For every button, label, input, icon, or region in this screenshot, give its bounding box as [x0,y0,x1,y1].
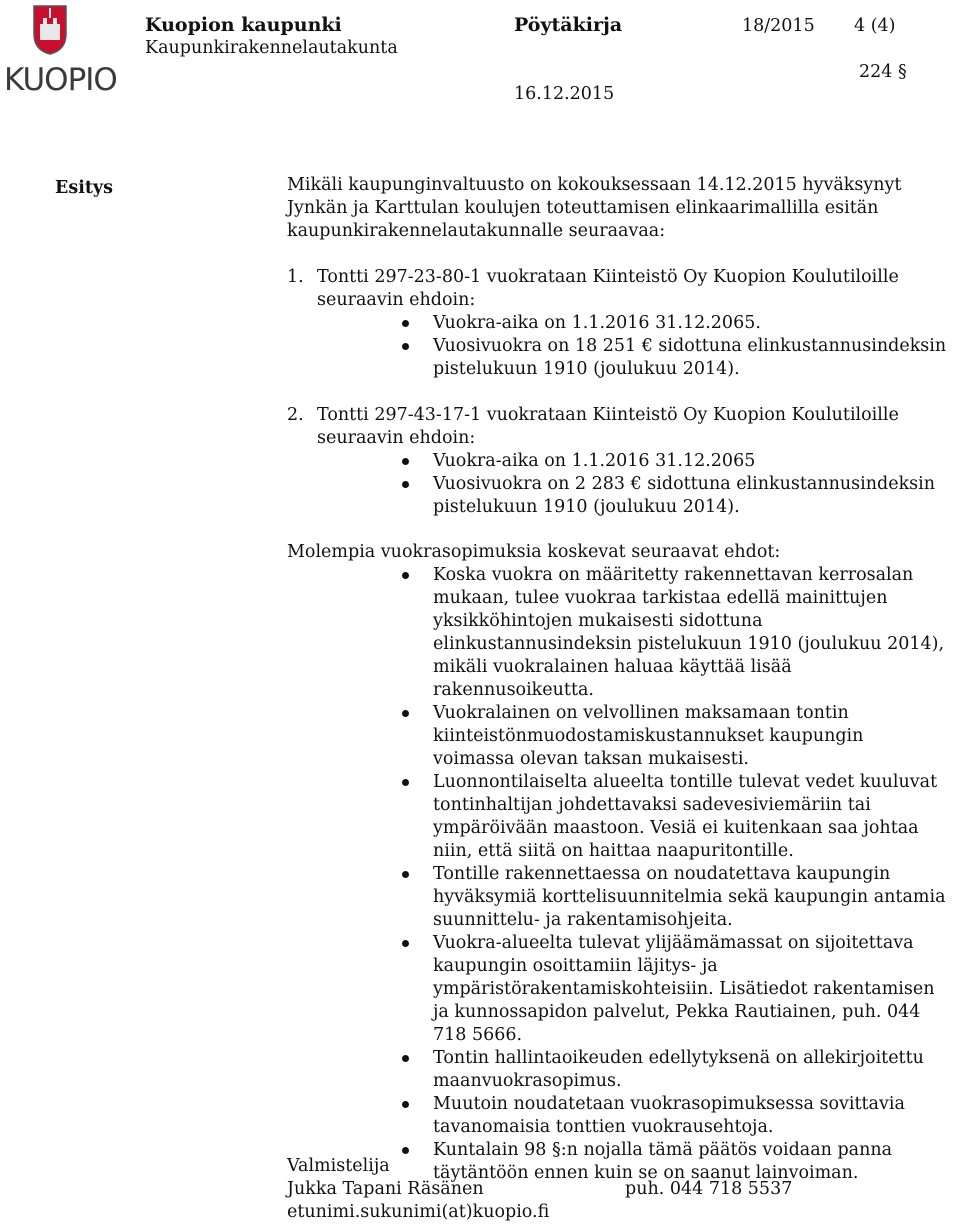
organization-unit: Kaupunkirakennelautakunta [145,38,398,58]
condition-item: Luonnontilaiselta alueelta tontille tulevat vedet kuuluvat tontinhaltijan johdettavaksi sadevesiviemäriin tai ympäröivään maastoon. Vesiä ei kuitenkaan saa johtaa niin, että siitä on haittaa naapuritontille. [400,771,950,863]
item-text: Tontti 297-23-80-1 vuokrataan Kiinteistö Oy Kuopion Koulutiloille seuraavin ehdoin: [317,267,899,310]
condition-item: Tontin hallintaoikeuden edellytyksenä on allekirjoitettu maanvuokrasopimus. [400,1047,950,1093]
presenter-phone: puh. 044 718 5537 [625,1179,793,1199]
page-number: 4 (4) [854,16,896,36]
intro-paragraph: Mikäli kaupunginvaltuusto on kokouksessaan 14.12.2015 hyväksynyt Jynkän ja Karttulan koulujen toteuttamisen elinkaarimallilla esitän kaupunkirakennelautakunnalle seuraavaa: [287,175,902,241]
condition-item: Koska vuokra on määritetty rakennettavan kerrosalan mukaan, tulee vuokraa tarkistaa edellä mainittujen yksikköhintojen mukaisesti sidottuna elinkustannusindeksin pistelukuun 1910 (joulukuu 2014), mikäli vuokralainen haluaa käyttää lisää rakennusoikeutta. [400,564,950,702]
condition-item: Vuokra-alueelta tulevat ylijäämämassat on sijoitettava kaupungin osoittamiin läjitys- ja ympäristörakentamiskohteisiin. Lisätiedot rakentamisen ja kunnossapidon palvelut, Pekka Rautiainen, puh. 044 718 5666. [400,932,950,1047]
item-text: Tontti 297-43-17-1 vuokrataan Kiinteistö Oy Kuopion Koulutiloille seuraavin ehdoin: [317,405,899,448]
condition-item: Tontille rakennettaessa on noudatettava kaupungin hyväksymiä korttelisuunnitelmia sekä kaupungin antamia suunnittelu- ja rakentamisohjeita. [400,863,950,932]
condition-item: Vuokralainen on velvollinen maksamaan tontin kiinteistönmuodostamiskustannukset kaupungin voimassa olevan taksan mukaisesti. [400,702,950,771]
conditions-list [400,564,950,1185]
bullet-item: Vuosivuokra on 18 251 € sidottuna elinkustannusindeksin pistelukuun 1910 (joulukuu 2014). [400,335,950,381]
presenter-name: Jukka Tapani Räsänen [287,1179,484,1199]
bullet-item: Vuosivuokra on 2 283 € sidottuna elinkustannusindeksin pistelukuun 1910 (joulukuu 2014). [400,473,950,519]
logo-wordmark: KUOPIO [4,62,117,98]
condition-item: Kuntalain 98 §:n nojalla tämä päätös voidaan panna täytäntöön ennen kuin se on saanut lainvoiman. [400,1139,950,1185]
document-number: 18/2015 [742,16,815,36]
bullet-list [400,312,950,381]
coat-of-arms-icon [32,4,68,56]
document-type: Pöytäkirja [514,14,623,36]
bullet-list [400,450,950,519]
bullet-item: Vuokra-aika on 1.1.2016 31.12.2065 [400,450,950,473]
presenter-email: etunimi.sukunimi(at)kuopio.fi [287,1202,550,1222]
condition-item: Muutoin noudatetaan vuokrasopimuksessa sovittavia tavanomaisia tonttien vuokrausehtoja. [400,1093,950,1139]
section-label: Esitys [55,178,113,198]
organization-name: Kuopion kaupunki [145,14,342,36]
section-number: 224 § [859,62,907,82]
presenter-label: Valmistelija [287,1156,390,1176]
bullet-item: Vuokra-aika on 1.1.2016 31.12.2065. [400,312,950,335]
item-number: 1. [287,267,304,287]
meeting-date: 16.12.2015 [514,84,615,104]
conditions-intro: Molempia vuokrasopimuksia koskevat seuraavat ehdot: [287,542,781,562]
item-number: 2. [287,405,304,425]
kuopio-logo [4,4,117,100]
